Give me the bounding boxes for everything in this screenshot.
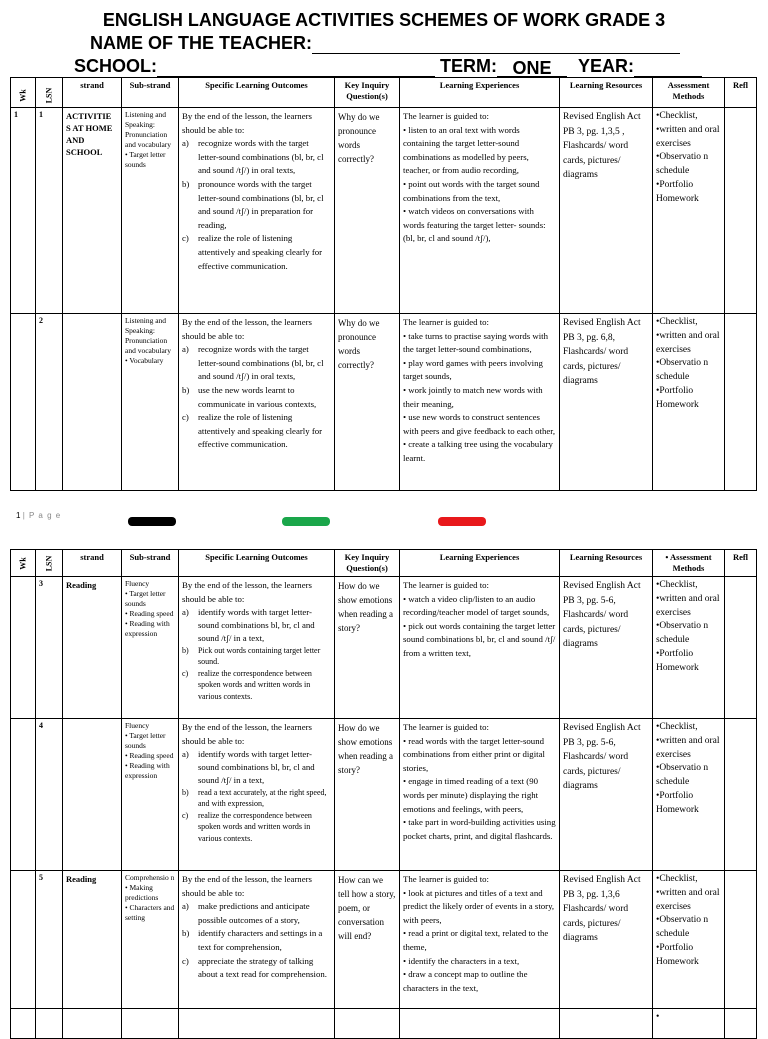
strand-cell bbox=[63, 314, 122, 491]
col-wk: Wk bbox=[11, 78, 36, 108]
refl-cell bbox=[725, 314, 757, 491]
col-refl: Refl bbox=[725, 550, 757, 577]
page-footer bbox=[16, 511, 61, 520]
col-slo: Specific Learning Outcomes bbox=[179, 78, 335, 108]
strand-cell: Reading bbox=[63, 871, 122, 1009]
scheme-table-page-2 bbox=[10, 549, 757, 1039]
school-label: SCHOOL: bbox=[74, 56, 157, 76]
slo-cell: By the end of the lesson, the learners should be able to: a) identify words with target letter-sound combinations bl, br, cl and sound /tʃ/ in a text, b) read a text accurately, at the right speed, and with expression, c) realize the correspondence between spoken words and written words in various contexts. bbox=[179, 719, 335, 871]
year-label: YEAR: bbox=[578, 56, 635, 76]
am-cell: •Checklist, •written and oral exercises •Observatio n schedule •Portfolio Homework bbox=[653, 871, 725, 1009]
page-number: 1 bbox=[16, 511, 21, 520]
lsn-cell: 3 bbox=[36, 577, 63, 719]
col-substrand: Sub-strand bbox=[122, 78, 179, 108]
table-row bbox=[11, 871, 757, 1009]
school-term-year-line bbox=[74, 56, 702, 77]
slo-cell: By the end of the lesson, the learners should be able to: a) recognize words with the target letter-sound combinations (bl, br, cl and sound /tʃ/) in oral texts, b) pronounce words with the target letter-sound combinations (bl, br, cl and sound /tʃ/) in preparation for reading, c) realize the role of listening attentively and speaking clearly for effective communication. bbox=[179, 108, 335, 314]
substrand-cell: Fluency • Target letter sounds • Reading speed • Reading with expression bbox=[122, 719, 179, 871]
table-row bbox=[11, 314, 757, 491]
col-lsn: LSN bbox=[36, 550, 63, 577]
col-substrand: Sub-strand bbox=[122, 550, 179, 577]
col-res: Learning Resources bbox=[560, 550, 653, 577]
col-refl: Refl bbox=[725, 78, 757, 108]
table-row bbox=[11, 108, 757, 314]
table-row bbox=[11, 577, 757, 719]
kiq-cell: How do we show emotions when reading a story? bbox=[335, 719, 400, 871]
wk-cell bbox=[11, 577, 36, 719]
kiq-cell: How do we show emotions when reading a story? bbox=[335, 577, 400, 719]
res-cell: Revised English Act PB 3, pg. 1,3,5 , Flashcards/ word cards, pictures/ diagrams bbox=[560, 108, 653, 314]
am-cell: •Checklist, •written and oral exercises •Observatio n schedule •Portfolio Homework bbox=[653, 314, 725, 491]
document-title: ENGLISH LANGUAGE ACTIVITIES SCHEMES OF WORK GRADE 3 bbox=[102, 10, 666, 30]
col-le: Learning Experiences bbox=[400, 78, 560, 108]
strand-cell: Reading bbox=[63, 577, 122, 719]
page-label: | P a g e bbox=[22, 511, 62, 520]
kiq-cell: Why do we pronounce words correctly? bbox=[335, 314, 400, 491]
lsn-cell: 1 bbox=[36, 108, 63, 314]
refl-cell bbox=[725, 577, 757, 719]
school-blank bbox=[157, 58, 435, 77]
res-cell: Revised English Act PB 3, pg. 6,8, Flashcards/ word cards, pictures/ diagrams bbox=[560, 314, 653, 491]
col-le: Learning Experiences bbox=[400, 550, 560, 577]
table-row bbox=[11, 719, 757, 871]
strand-cell: ACTIVITIE S AT HOME AND SCHOOL bbox=[63, 108, 122, 314]
am-cell: •Checklist, •written and oral exercises •Observatio n schedule •Portfolio Homework bbox=[653, 108, 725, 314]
col-res: Learning Resources bbox=[560, 78, 653, 108]
slo-cell: By the end of the lesson, the learners should be able to: a) recognize words with the target letter-sound combinations (bl, br, cl and sound /tʃ/) in oral texts, b) use the new words learnt to communicate in various contexts, c) realize the role of listening attentively and speaking clearly for effective communication. bbox=[179, 314, 335, 491]
refl-cell bbox=[725, 871, 757, 1009]
table-header-row bbox=[11, 550, 757, 577]
le-cell: The learner is guided to: • take turns to practise saying words with the target letter-sound combinations, • play word games with peers involving target sounds, • work jointly to match new words with their meaning, • use new words to construct sentences with peers and give feedback to each other, • create a talking tree using the vocabulary learnt. bbox=[400, 314, 560, 491]
scheme-table-page-1 bbox=[10, 77, 757, 491]
year-blank bbox=[634, 58, 702, 77]
col-slo: Specific Learning Outcomes bbox=[179, 550, 335, 577]
res-cell: Revised English Act PB 3, pg. 1,3,6 Flashcards/ word cards, pictures/ diagrams bbox=[560, 871, 653, 1009]
color-bar-green bbox=[282, 517, 330, 526]
term-label: TERM: bbox=[440, 56, 498, 76]
lsn-cell: 5 bbox=[36, 871, 63, 1009]
kiq-cell: Why do we pronounce words correctly? bbox=[335, 108, 400, 314]
teacher-name-blank bbox=[312, 35, 680, 54]
refl-cell bbox=[725, 719, 757, 871]
strand-cell bbox=[63, 719, 122, 871]
wk-cell bbox=[11, 871, 36, 1009]
col-kiq: Key Inquiry Question(s) bbox=[335, 550, 400, 577]
le-cell: The learner is guided to: • read words with the target letter-sound combinations from either print or digital stories, • engage in timed reading of a text (90 words per minute) displaying the right emotions and feelings, with peers, • take part in word-building activities using pocket charts, print, and digital flashcards. bbox=[400, 719, 560, 871]
kiq-cell: How can we tell how a story, poem, or conversation will end? bbox=[335, 871, 400, 1009]
teacher-name-line bbox=[90, 33, 680, 54]
le-cell: The learner is guided to: • listen to an oral text with words containing the target letter-sound combinations as modelled by peers, teacher, or from audio recording, • point out words with the target sound combinations from the text, • watch videos on conversations with words featuring the target letter- sounds: (bl, br, cl and sound /tʃ/), bbox=[400, 108, 560, 314]
refl-cell bbox=[725, 108, 757, 314]
wk-cell bbox=[11, 314, 36, 491]
col-strand: strand bbox=[63, 550, 122, 577]
term-value: ONE bbox=[497, 58, 567, 77]
substrand-cell: Listening and Speaking: Pronunciation and vocabulary • Vocabulary bbox=[122, 314, 179, 491]
wk-cell bbox=[11, 719, 36, 871]
col-am: • Assessment Methods bbox=[653, 550, 725, 577]
slo-cell: By the end of the lesson, the learners should be able to: a) make predictions and anticipate possible outcomes of a story, b) identify characters and settings in a text for comprehension, c) appreciate the strategy of talking about a text read for comprehension. bbox=[179, 871, 335, 1009]
teacher-label: NAME OF THE TEACHER: bbox=[90, 33, 312, 53]
substrand-cell: Listening and Speaking: Pronunciation and vocabulary • Target letter sounds bbox=[122, 108, 179, 314]
col-am: Assessment Methods bbox=[653, 78, 725, 108]
le-cell: The learner is guided to: • look at pictures and titles of a text and predict the likely order of events in a story, with peers, • read a print or digital text, related to the theme, • identify the characters in a text, • draw a concept map to outline the characters in the text, bbox=[400, 871, 560, 1009]
substrand-cell: Fluency • Target letter sounds • Reading speed • Reading with expression bbox=[122, 577, 179, 719]
color-bar-black bbox=[128, 517, 176, 526]
res-cell: Revised English Act PB 3, pg. 5-6, Flashcards/ word cards, pictures/ diagrams bbox=[560, 577, 653, 719]
wk-cell: 1 bbox=[11, 108, 36, 314]
res-cell: Revised English Act PB 3, pg. 5-6, Flashcards/ word cards, pictures/ diagrams bbox=[560, 719, 653, 871]
am-cell: • bbox=[653, 1009, 725, 1039]
lsn-cell: 2 bbox=[36, 314, 63, 491]
col-kiq: Key Inquiry Question(s) bbox=[335, 78, 400, 108]
col-lsn: LSN bbox=[36, 78, 63, 108]
am-cell: •Checklist, •written and oral exercises •Observatio n schedule •Portfolio Homework bbox=[653, 577, 725, 719]
color-bar-red bbox=[438, 517, 486, 526]
col-wk: Wk bbox=[11, 550, 36, 577]
am-cell: •Checklist, •written and oral exercises •Observatio n schedule •Portfolio Homework bbox=[653, 719, 725, 871]
le-cell: The learner is guided to: • watch a video clip/listen to an audio recording/teacher model of target sounds, • pick out words containing the target letter sound combinations bl, br, cl and sound /tʃ/ from a written text, bbox=[400, 577, 560, 719]
col-strand: strand bbox=[63, 78, 122, 108]
slo-cell: By the end of the lesson, the learners should be able to: a) identify words with target letter-sound combinations bl, br, cl and sound /tʃ/ in a text, b) Pick out words containing target letter sound. c) realize the correspondence between spoken words and written words in various contexts. bbox=[179, 577, 335, 719]
lsn-cell: 4 bbox=[36, 719, 63, 871]
table-header-row bbox=[11, 78, 757, 108]
substrand-cell: Comprehensio n • Making predictions • Characters and setting bbox=[122, 871, 179, 1009]
